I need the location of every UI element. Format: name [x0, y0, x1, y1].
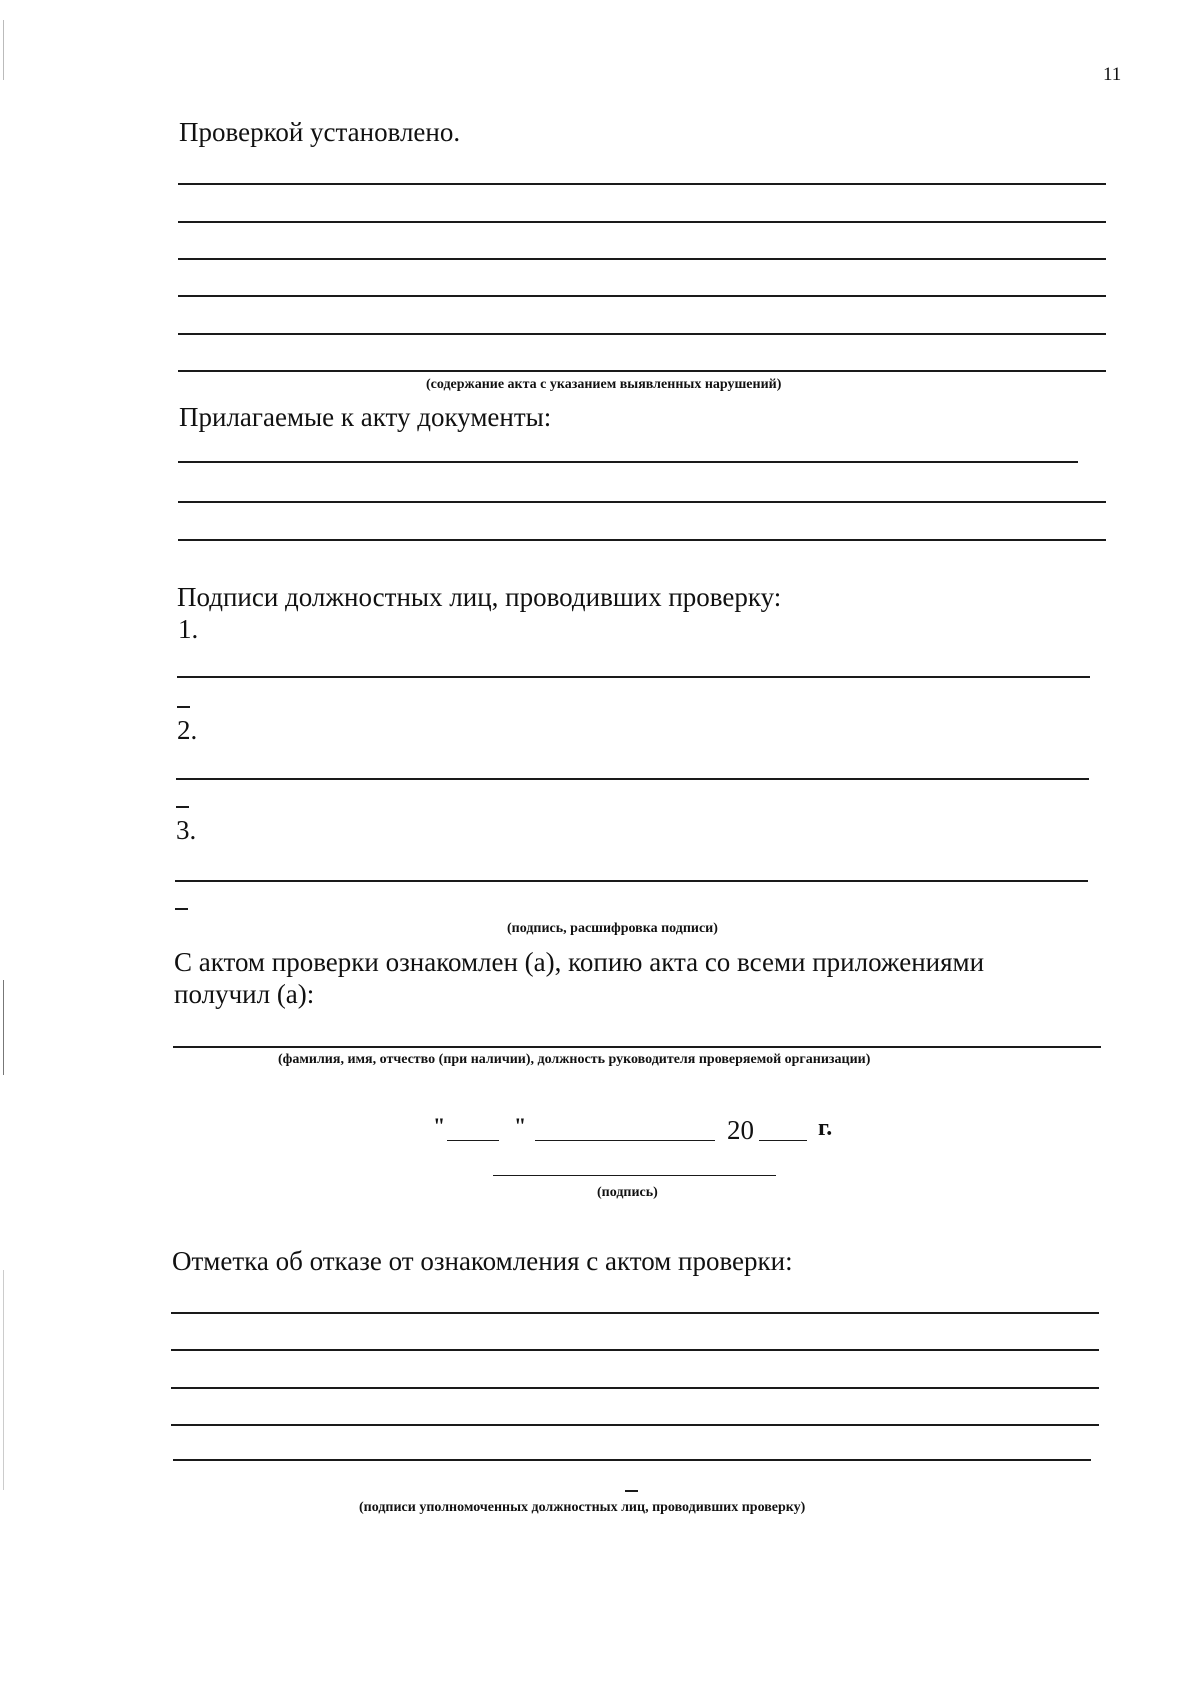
recipient-caption: (фамилия, имя, отчество (при наличии), должность руководителя проверяемой организации): [278, 1052, 871, 1067]
blank-line[interactable]: [178, 461, 1078, 463]
blank-line[interactable]: [178, 370, 1106, 372]
acknowledgement-signature-caption: (подпись): [597, 1185, 658, 1200]
signature-number-3: 3.: [176, 815, 197, 845]
blank-line[interactable]: [171, 1424, 1099, 1426]
blank-line[interactable]: [178, 258, 1106, 260]
scan-edge-mark: [3, 1270, 4, 1490]
month-blank[interactable]: [535, 1140, 715, 1141]
blank-line[interactable]: [178, 183, 1106, 185]
blank-line[interactable]: [171, 1349, 1099, 1351]
line-tail-dash: [177, 706, 190, 708]
signatures-heading: Подписи должностных лиц, проводивших проверку:: [177, 582, 782, 612]
line-tail-dash: [625, 1490, 638, 1492]
scan-edge-mark: [3, 980, 4, 1075]
line-tail-dash: [175, 908, 188, 910]
signature-number-2: 2.: [177, 715, 198, 745]
year-prefix: 20: [727, 1115, 754, 1145]
page-number: 11: [1103, 64, 1122, 85]
findings-caption: (содержание акта с указанием выявленных нарушений): [426, 377, 782, 392]
acknowledgement-heading-line1: С актом проверки ознакомлен (а), копию акта со всеми приложениями: [174, 947, 985, 977]
signature-number-1: 1.: [178, 614, 199, 644]
recipient-name-line[interactable]: [173, 1046, 1101, 1048]
year-suffix: г.: [818, 1115, 833, 1141]
acknowledgement-signature-line[interactable]: [493, 1175, 776, 1176]
blank-line[interactable]: [171, 1312, 1099, 1314]
attachments-heading: Прилагаемые к акту документы:: [179, 402, 552, 432]
scan-edge-mark: [3, 20, 4, 80]
findings-heading: Проверкой установлено.: [179, 117, 461, 147]
acknowledgement-heading-line2: получил (а):: [174, 979, 315, 1009]
signatures-caption: (подпись, расшифровка подписи): [507, 921, 718, 936]
year-blank[interactable]: [759, 1140, 807, 1141]
line-tail-dash: [176, 806, 189, 808]
blank-line[interactable]: [173, 1459, 1091, 1461]
refusal-caption: (подписи уполномоченных должностных лиц, проводивших проверку): [359, 1500, 806, 1515]
day-blank[interactable]: [447, 1140, 499, 1141]
blank-line[interactable]: [171, 1387, 1099, 1389]
date-open-quote: ": [433, 1113, 446, 1138]
signature-line-3[interactable]: [175, 880, 1088, 882]
signature-line-2[interactable]: [176, 778, 1089, 780]
blank-line[interactable]: [178, 539, 1106, 541]
date-close-quote: ": [514, 1113, 527, 1138]
refusal-heading: Отметка об отказе от ознакомления с актом проверки:: [172, 1246, 793, 1276]
blank-line[interactable]: [178, 295, 1106, 297]
blank-line[interactable]: [178, 501, 1106, 503]
signature-line-1[interactable]: [177, 676, 1090, 678]
blank-line[interactable]: [178, 333, 1106, 335]
blank-line[interactable]: [178, 221, 1106, 223]
